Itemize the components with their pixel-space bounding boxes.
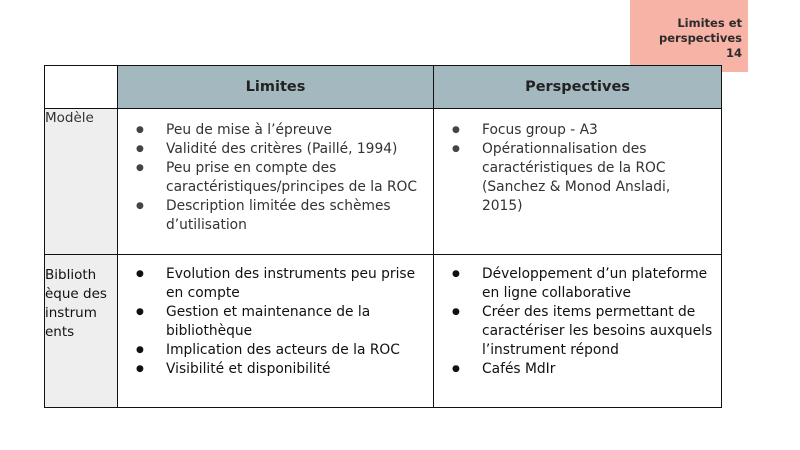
list-limites-modele <box>118 109 433 235</box>
list-limites-bibliotheque <box>118 255 433 379</box>
list-item: ● Evolution des instruments peu prise en compte <box>166 265 427 303</box>
cell-perspectives-bibliotheque <box>434 255 722 408</box>
header-row <box>45 66 722 109</box>
list-item: ● Gestion et maintenance de la bibliothèque <box>166 303 427 341</box>
list-item: ● Peu prise en compte des caractéristiques/principes de la ROC <box>166 159 427 197</box>
cell-limites-modele <box>118 109 434 255</box>
list-item: ● Cafés MdIr <box>482 360 715 379</box>
table-row-bibliotheque <box>45 255 722 408</box>
list-perspectives-modele <box>434 109 721 216</box>
section-tag-line1: Limites et <box>677 16 742 30</box>
section-tag-line2: perspectives <box>659 31 742 45</box>
list-item: ● Implication des acteurs de la ROC <box>166 341 427 360</box>
row-label-bibliotheque: Biblioth èque des instrum ents <box>45 255 118 408</box>
list-item: ● Créer des items permettant de caractériser les besoins auxquels l’instrument répond <box>482 303 715 360</box>
header-limites: Limites <box>118 66 434 109</box>
list-item: ● Visibilité et disponibilité <box>166 360 427 379</box>
row-label-modele: Modèle <box>45 109 118 255</box>
cell-perspectives-modele <box>434 109 722 255</box>
corner-cell <box>45 66 118 109</box>
section-tag <box>630 0 748 72</box>
list-item: ● Développement d’un plateforme en ligne collaborative <box>482 265 715 303</box>
list-item: ● Peu de mise à l’épreuve <box>166 121 427 140</box>
list-item: ● Focus group - A3 <box>482 121 715 140</box>
page-number: 14 <box>725 46 742 60</box>
list-item: ● Validité des critères (Paillé, 1994) <box>166 140 427 159</box>
cell-limites-bibliotheque <box>118 255 434 408</box>
limits-perspectives-table <box>44 65 722 408</box>
header-perspectives: Perspectives <box>434 66 722 109</box>
list-perspectives-bibliotheque <box>434 255 721 379</box>
list-item: ● Opérationnalisation des caractéristiques de la ROC (Sanchez & Monod Ansladi, 2015) <box>482 140 715 216</box>
list-item: ● Description limitée des schèmes d’utilisation <box>166 197 427 235</box>
table-row-modele <box>45 109 722 255</box>
